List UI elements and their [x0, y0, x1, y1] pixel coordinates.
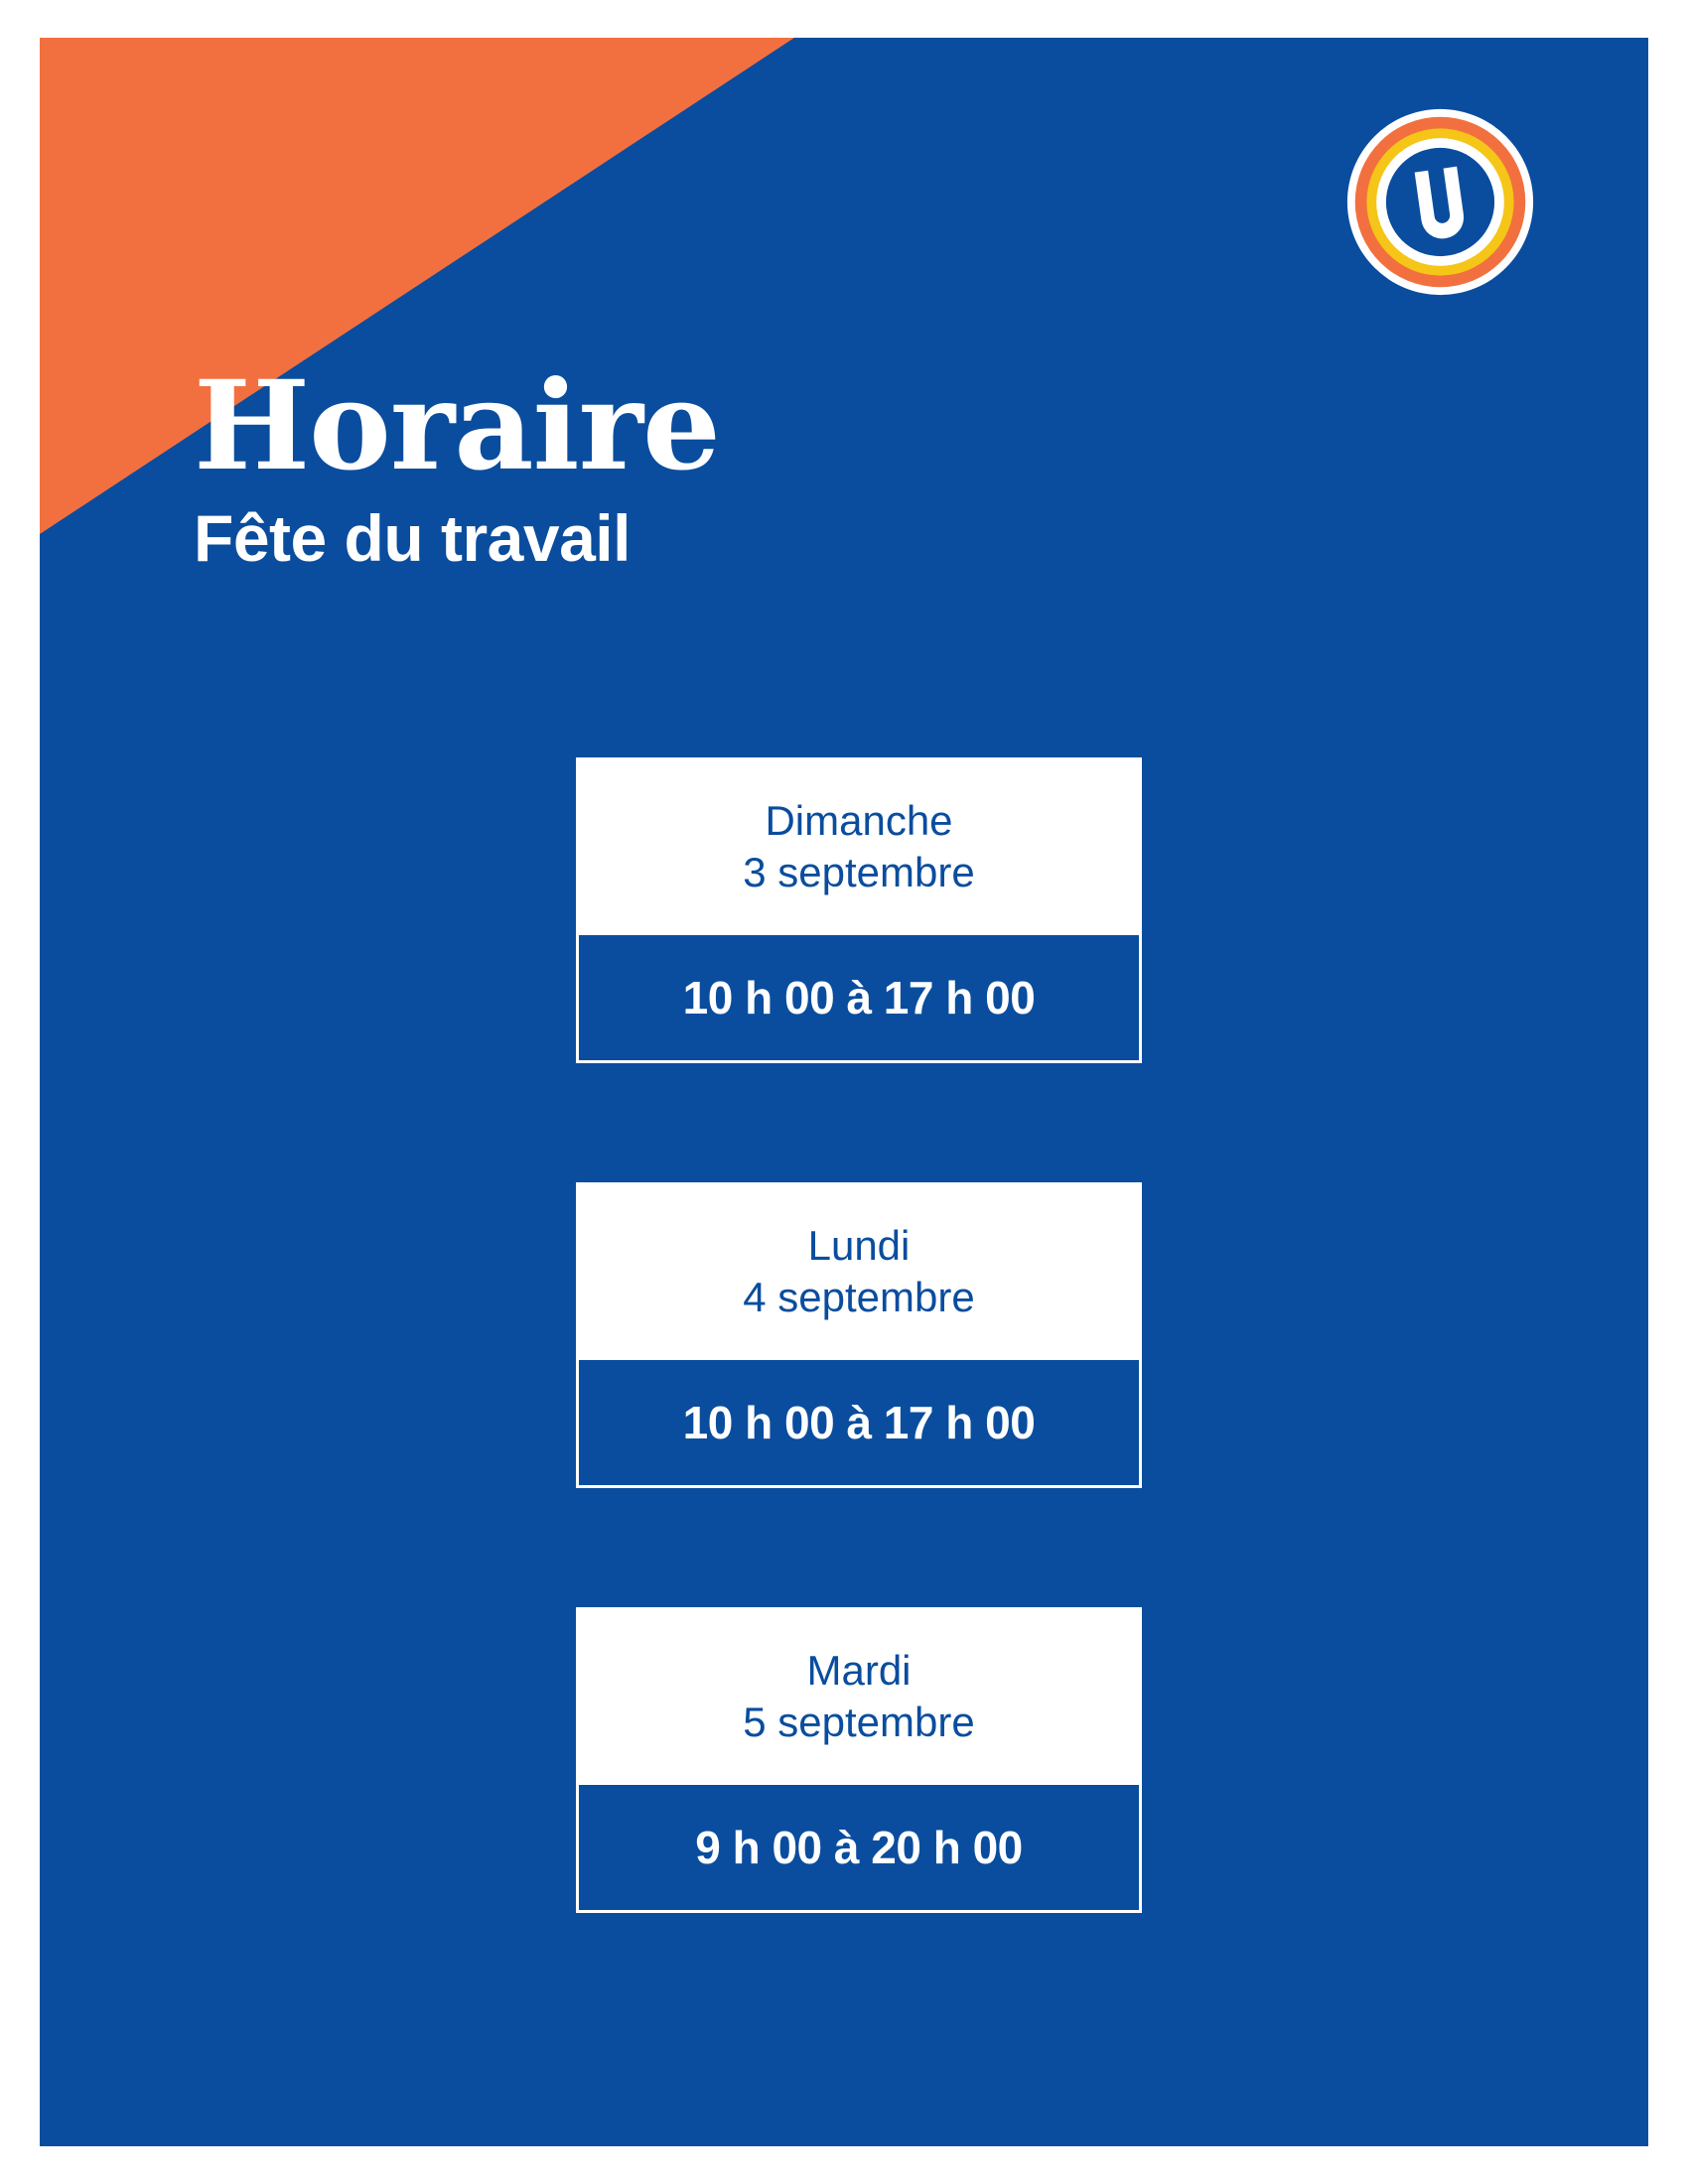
schedule-card-day — [576, 1182, 1142, 1357]
page-title: Horaire — [194, 354, 720, 498]
schedule-card-day — [576, 1607, 1142, 1782]
schedule-card-day — [576, 757, 1142, 932]
schedule-card — [576, 1182, 1142, 1488]
schedule-day-date: 5 septembre — [743, 1699, 975, 1746]
schedule-day-date: 3 septembre — [743, 849, 975, 896]
poster — [40, 38, 1648, 2146]
schedule-day-name: Dimanche — [765, 797, 953, 844]
title-block — [194, 354, 1187, 575]
schedule-day-date: 4 septembre — [743, 1274, 975, 1321]
schedule-card-hours: 9 h 00 à 20 h 00 — [576, 1782, 1142, 1913]
schedule-card-hours: 10 h 00 à 17 h 00 — [576, 932, 1142, 1063]
page-subtitle: Fête du travail — [194, 501, 631, 575]
schedule-card-hours: 10 h 00 à 17 h 00 — [576, 1357, 1142, 1488]
schedule-list — [576, 757, 1142, 1913]
schedule-card — [576, 757, 1142, 1063]
schedule-card — [576, 1607, 1142, 1913]
schedule-day-name: Mardi — [806, 1647, 912, 1695]
schedule-day-name: Lundi — [807, 1222, 911, 1270]
brand-logo-icon — [1343, 105, 1537, 299]
